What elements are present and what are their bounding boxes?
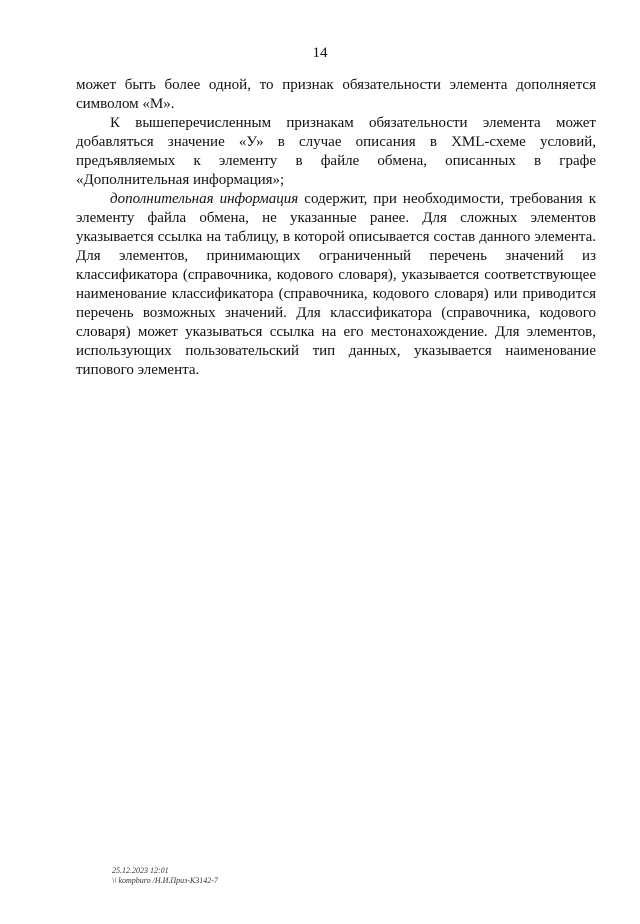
footer-file-path: \\ kompburo /Н.И.Приз-К3142-7: [112, 876, 218, 885]
additional-info-text: содержит, при необходимости, требования к элементу файла обмена, не указанные ранее. Для сложных элементов указывается ссылка на таблицу, в которой описывается состав данного элемента. Для элементов, принимающих ограниченный перечень значений из классификатора (справочника, кодового словаря), указывается соответствующее наименование классификатора (справочника, кодового словаря) или приводится перечень возможных значений. Для классификатора (справочника, кодового словаря) может указываться ссылка на его местонахождение. Для элементов, использующих пользовательский тип данных, указывается наименование типового элемента.: [76, 191, 596, 378]
paragraph-continuation: может быть более одной, то признак обязательности элемента дополняется символом «М».: [76, 77, 596, 112]
term-additional-info: дополнительная информация: [110, 191, 299, 207]
document-body: [76, 76, 596, 380]
paragraph-required-flag: К вышеперечисленным признакам обязательности элемента может добавляться значение «У» в случае описания в XML-схеме условий, предъявляемых к элементу в файле обмена, описанных в графе «Дополнительная информация»;: [76, 115, 596, 188]
page-number: 14: [312, 45, 328, 61]
print-footer: [112, 866, 218, 886]
paragraph-additional-info: [76, 190, 596, 380]
footer-timestamp: 25.12.2023 12:01: [112, 866, 169, 875]
